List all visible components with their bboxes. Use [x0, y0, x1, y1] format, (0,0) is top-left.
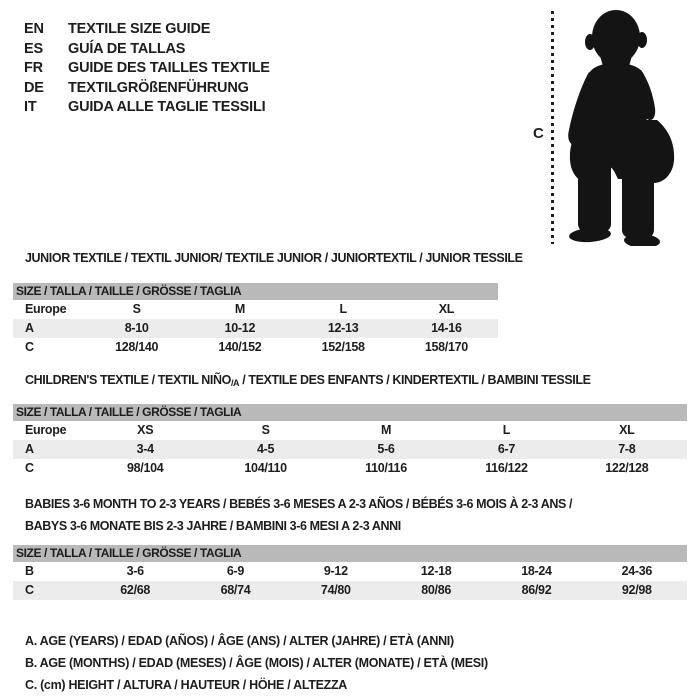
- cell-value: 80/86: [421, 583, 452, 597]
- cell-value: 62/68: [120, 583, 151, 597]
- cell-value: 9-12: [323, 564, 348, 578]
- footnote-line: B. AGE (MONTHS) / EDAD (MESES) / ÂGE (MOIS) / ALTER (MONATE) / ETÀ (MESI): [25, 656, 488, 670]
- table-row: [13, 421, 687, 440]
- cell-value: M: [380, 423, 392, 437]
- row-label: B: [25, 564, 34, 578]
- children-title-subscript: /A: [230, 378, 240, 388]
- cell-value: 10-12: [224, 321, 256, 335]
- cell-value: L: [502, 423, 511, 437]
- row-label: C: [25, 340, 34, 354]
- cell-value: L: [339, 302, 347, 316]
- cell-value: 68/74: [220, 583, 251, 597]
- cell-value: 8-10: [124, 321, 149, 335]
- language-row: [24, 20, 270, 40]
- height-c-label: C: [533, 125, 544, 142]
- cell-value: 4-5: [257, 442, 275, 456]
- cell-value: 12-18: [420, 564, 452, 578]
- cell-value: 140/152: [218, 340, 262, 354]
- table-row: [13, 338, 498, 357]
- language-row: [24, 98, 270, 118]
- row-label: A: [25, 321, 34, 335]
- toddler-silhouette-icon: [565, 6, 680, 246]
- junior-table: [13, 283, 498, 357]
- children-table-header: SIZE / TALLA / TAILLE / GRÖSSE / TAGLIA: [13, 404, 687, 421]
- cell-value: 14-16: [431, 321, 462, 335]
- junior-table-header: SIZE / TALLA / TAILLE / GRÖSSE / TAGLIA: [13, 283, 498, 300]
- language-code: IT: [24, 99, 37, 115]
- table-row: [13, 300, 498, 319]
- cell-value: 122/128: [605, 461, 649, 475]
- cell-value: 86/92: [521, 583, 552, 597]
- language-code: FR: [24, 60, 43, 76]
- cell-value: 12-13: [327, 321, 359, 335]
- table-row: [13, 562, 687, 581]
- cell-value: 6-9: [226, 564, 245, 578]
- cell-value: XS: [137, 423, 154, 437]
- footnote-line: C. (cm) HEIGHT / ALTURA / HAUTEUR / HÖHE / ALTEZZA: [25, 678, 348, 692]
- row-label: Europe: [25, 423, 67, 437]
- cell-value: 104/110: [244, 461, 287, 475]
- cell-value: 6-7: [497, 442, 515, 456]
- cell-value: XL: [619, 423, 635, 437]
- language-label: TEXTILE SIZE GUIDE: [68, 21, 211, 37]
- children-title-post: / TEXTILE DES ENFANTS / KINDERTEXTIL / BAMBINI TESSILE: [239, 373, 591, 387]
- cell-value: 18-24: [521, 564, 552, 578]
- junior-table-body: [13, 300, 498, 357]
- babies-title-line2: BABYS 3-6 MONATE BIS 2-3 JAHRE / BAMBINI 3-6 MESI A 2-3 ANNI: [25, 519, 401, 533]
- babies-title-line1: BABIES 3-6 MONTH TO 2-3 YEARS / BEBÉS 3-6 MESES A 2-3 AÑOS / BÉBÉS 3-6 MOIS À 2-3 ANS /: [25, 497, 573, 511]
- footnote-line: A. AGE (YEARS) / EDAD (AÑOS) / ÂGE (ANS) / ALTER (JAHRE) / ETÀ (ANNI): [25, 634, 454, 648]
- table-row: [13, 319, 498, 338]
- cell-value: 74/80: [320, 583, 351, 597]
- height-dashed-line: [551, 11, 554, 244]
- cell-value: 158/170: [424, 340, 468, 354]
- language-row: [24, 59, 270, 79]
- table-row: [13, 440, 687, 459]
- cell-value: S: [261, 423, 270, 437]
- cell-value: 152/158: [321, 340, 365, 354]
- row-label: A: [25, 442, 34, 456]
- babies-table-title: [25, 493, 572, 537]
- children-table-title: [25, 373, 591, 387]
- language-label: GUIDA ALLE TAGLIE TESSILI: [68, 99, 266, 115]
- language-code: DE: [24, 79, 44, 96]
- babies-table-header: SIZE / TALLA / TAILLE / GRÖSSE / TAGLIA: [13, 545, 687, 562]
- table-row: [13, 459, 687, 478]
- language-list: [24, 20, 270, 118]
- cell-value: M: [234, 302, 245, 316]
- language-code: ES: [24, 40, 43, 57]
- cell-value: 5-6: [377, 442, 395, 456]
- children-table-body: [13, 421, 687, 478]
- cell-value: 92/98: [621, 583, 652, 597]
- babies-table-body: [13, 562, 687, 600]
- cell-value: 110/116: [365, 461, 407, 475]
- language-row: [24, 40, 270, 60]
- language-label: GUIDE DES TAILLES TEXTILE: [68, 60, 270, 76]
- cell-value: S: [132, 302, 141, 316]
- cell-value: 128/140: [115, 340, 159, 354]
- language-label: TEXTILGRÖßENFÜHRUNG: [68, 79, 249, 96]
- cell-value: 3-4: [136, 442, 154, 456]
- row-label: C: [25, 583, 34, 597]
- cell-value: 24-36: [621, 564, 653, 578]
- babies-table: [13, 545, 687, 600]
- cell-value: 116/122: [485, 461, 528, 475]
- language-label: GUÍA DE TALLAS: [68, 40, 186, 57]
- table-row: [13, 581, 687, 600]
- row-label: Europe: [25, 302, 67, 316]
- footnotes: [25, 630, 488, 696]
- cell-value: 3-6: [126, 564, 144, 578]
- junior-table-title: JUNIOR TEXTILE / TEXTIL JUNIOR/ TEXTILE JUNIOR / JUNIORTEXTIL / JUNIOR TESSILE: [25, 251, 523, 265]
- cell-value: 7-8: [618, 442, 636, 456]
- cell-value: XL: [438, 302, 455, 316]
- row-label: C: [25, 461, 34, 475]
- children-title-pre: CHILDREN'S TEXTILE / TEXTIL NIÑO: [25, 373, 231, 387]
- cell-value: 98/104: [126, 461, 164, 475]
- language-code: EN: [24, 21, 44, 37]
- language-row: [24, 79, 270, 99]
- children-table: [13, 404, 687, 478]
